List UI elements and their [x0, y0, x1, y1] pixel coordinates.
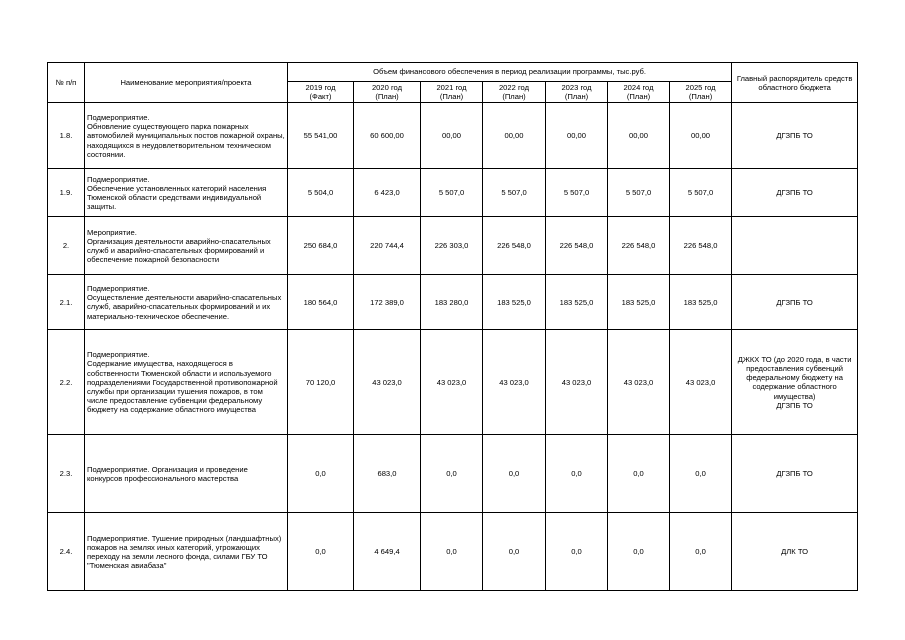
table-row [48, 330, 858, 435]
row-number: 2.1. [48, 275, 85, 330]
row-name: Подмероприятие. Обеспечение установленных категорий населения Тюменской области средствами индивидуальной защиты. [85, 169, 288, 217]
header-year-label: 2020 год [371, 83, 403, 92]
header-year [421, 82, 483, 103]
table-row [48, 435, 858, 513]
row-number: 2. [48, 217, 85, 275]
row-value: 0,0 [546, 513, 608, 591]
table-row [48, 169, 858, 217]
header-year-label: 2024 год [623, 83, 654, 92]
row-name: Мероприятие. Организация деятельности аварийно-спасательных служб и аварийно-спасательных формирований и обеспечение пожарной безопасности [85, 217, 288, 275]
row-value: 226 303,0 [421, 217, 483, 275]
row-value: 43 023,0 [608, 330, 670, 435]
header-year-kind: (Факт) [309, 92, 332, 102]
header-year-kind: (План) [564, 92, 589, 102]
header-year [546, 82, 608, 103]
row-distributor: ДГЗПБ ТО [732, 435, 858, 513]
row-value: 0,0 [288, 435, 354, 513]
row-value: 00,00 [670, 103, 732, 169]
row-value: 0,0 [421, 435, 483, 513]
row-value: 43 023,0 [546, 330, 608, 435]
row-value: 0,0 [546, 435, 608, 513]
header-year-label: 2022 год [498, 83, 530, 92]
row-value: 0,0 [670, 435, 732, 513]
row-name: Подмероприятие. Организация и проведение конкурсов профессионального мастерства [85, 435, 288, 513]
row-value: 250 684,0 [288, 217, 354, 275]
row-number: 1.8. [48, 103, 85, 169]
row-distributor: ДЛК ТО [732, 513, 858, 591]
header-year [608, 82, 670, 103]
table-row [48, 217, 858, 275]
header-distributor: Главный распорядитель средств областного бюджета [732, 63, 858, 103]
row-value: 5 507,0 [483, 169, 546, 217]
row-number: 2.2. [48, 330, 85, 435]
header-num: № п/п [48, 63, 85, 103]
row-value: 00,00 [608, 103, 670, 169]
table-row [48, 103, 858, 169]
row-value: 43 023,0 [354, 330, 421, 435]
row-value: 226 548,0 [608, 217, 670, 275]
header-year-label: 2023 год [561, 83, 592, 92]
row-value: 55 541,00 [288, 103, 354, 169]
row-distributor: ДГЗПБ ТО [732, 169, 858, 217]
row-value: 226 548,0 [546, 217, 608, 275]
table-row [48, 275, 858, 330]
header-year [483, 82, 546, 103]
header-year-kind: (План) [439, 92, 464, 102]
row-value: 0,0 [483, 513, 546, 591]
row-value: 0,0 [421, 513, 483, 591]
row-value: 4 649,4 [354, 513, 421, 591]
table-row [48, 513, 858, 591]
row-name: Подмероприятие. Тушение природных (ландшафтных) пожаров на землях иных категорий, угрожающих переходу на земли лесного фонда, силами ГБУ ТО "Тюменская авиабаза" [85, 513, 288, 591]
header-year [288, 82, 354, 103]
row-value: 226 548,0 [483, 217, 546, 275]
row-value: 00,00 [483, 103, 546, 169]
header-funding: Объем финансового обеспечения в период реализации программы, тыс.руб. [288, 63, 732, 82]
row-value: 683,0 [354, 435, 421, 513]
row-value: 226 548,0 [670, 217, 732, 275]
row-value: 0,0 [483, 435, 546, 513]
row-name: Подмероприятие. Содержание имущества, находящегося в собственности Тюменской области и используемого подразделениями Государственной противопожарной службы при организации тушения пожаров, в том числе предоставление субвенции федеральному бюджету на содержание областного имущества [85, 330, 288, 435]
header-year-kind: (План) [688, 92, 713, 102]
row-value: 0,0 [608, 513, 670, 591]
row-value: 43 023,0 [483, 330, 546, 435]
row-value: 0,0 [288, 513, 354, 591]
header-year-label: 2025 год [685, 83, 716, 92]
row-value: 5 504,0 [288, 169, 354, 217]
row-value: 5 507,0 [546, 169, 608, 217]
row-value: 183 280,0 [421, 275, 483, 330]
row-value: 183 525,0 [546, 275, 608, 330]
row-value: 183 525,0 [608, 275, 670, 330]
row-distributor: ДГЗПБ ТО [732, 103, 858, 169]
row-value: 5 507,0 [670, 169, 732, 217]
row-value: 220 744,4 [354, 217, 421, 275]
row-value: 00,00 [421, 103, 483, 169]
header-year-kind: (План) [626, 92, 651, 102]
row-value: 5 507,0 [608, 169, 670, 217]
row-value: 183 525,0 [670, 275, 732, 330]
row-number: 2.3. [48, 435, 85, 513]
row-value: 60 600,00 [354, 103, 421, 169]
row-number: 1.9. [48, 169, 85, 217]
row-value: 43 023,0 [670, 330, 732, 435]
row-value: 172 389,0 [354, 275, 421, 330]
row-distributor: ДГЗПБ ТО [732, 275, 858, 330]
header-year-kind: (План) [502, 92, 526, 102]
header-year-label: 2019 год [305, 83, 336, 92]
row-name: Подмероприятие. Осуществление деятельности аварийно-спасательных служб, аварийно-спасательных формирований и их материально-техническое обеспечение. [85, 275, 288, 330]
row-value: 00,00 [546, 103, 608, 169]
row-value: 6 423,0 [354, 169, 421, 217]
row-value: 183 525,0 [483, 275, 546, 330]
header-year-label: 2021 год [436, 83, 467, 92]
header-year [670, 82, 732, 103]
row-number: 2.4. [48, 513, 85, 591]
row-value: 70 120,0 [288, 330, 354, 435]
row-distributor: ДЖКХ ТО (до 2020 года, в части предоставления субвенций федеральному бюджету на содержание областного имущества) ДГЗПБ ТО [732, 330, 858, 435]
row-value: 180 564,0 [288, 275, 354, 330]
header-year-kind: (План) [375, 92, 399, 102]
row-value: 0,0 [608, 435, 670, 513]
row-value: 0,0 [670, 513, 732, 591]
row-value: 43 023,0 [421, 330, 483, 435]
header-name: Наименование мероприятия/проекта [85, 63, 288, 103]
row-value: 5 507,0 [421, 169, 483, 217]
row-name: Подмероприятие. Обновление существующего парка пожарных автомобилей муниципальных постов пожарной охраны, находящихся в неудовлетворительном техническом состоянии. [85, 103, 288, 169]
header-year [354, 82, 421, 103]
funding-table [47, 62, 858, 591]
row-distributor [732, 217, 858, 275]
